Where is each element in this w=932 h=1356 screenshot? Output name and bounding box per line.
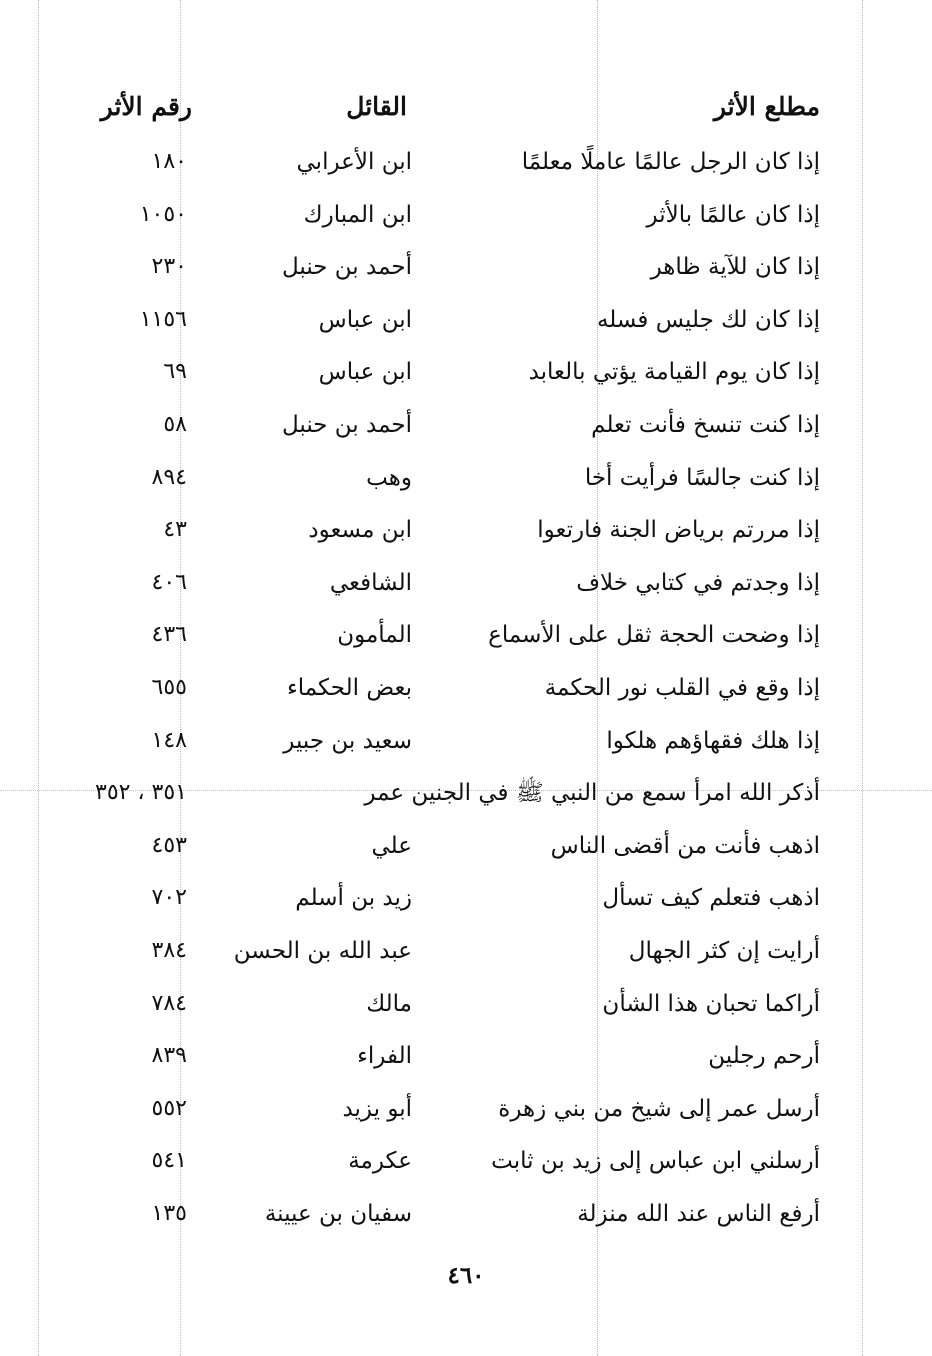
row-number: ٢٣٠ <box>151 254 187 280</box>
row-speaker: ابن عباس <box>318 306 412 333</box>
row-number: ٣٨٤ <box>151 937 187 963</box>
row-number: ٤٣ <box>163 517 187 543</box>
table-row <box>0 721 932 774</box>
header-number: رقم الأثر <box>100 92 192 121</box>
row-number: ١٨٠ <box>151 149 187 174</box>
row-speaker: وهب <box>366 464 412 491</box>
row-incipit: إذا كان للآية ظاهر <box>650 254 820 281</box>
row-number: ٨٣٩ <box>151 1043 187 1069</box>
table-row <box>0 300 932 353</box>
row-incipit: إذا كنت جالسًا فرأيت أخا <box>584 464 820 491</box>
row-incipit: إذا مررتم برياض الجنة فارتعوا <box>537 517 820 544</box>
row-incipit: إذا كان يوم القيامة يؤتي بالعابد <box>528 359 820 386</box>
row-number: ٦٥٥ <box>151 674 187 700</box>
row-speaker: أحمد بن حنبل <box>281 411 412 438</box>
row-number: ٣٥١ ، ٣٥٢ <box>95 780 187 806</box>
table-row <box>0 352 932 405</box>
row-speaker: أحمد بن حنبل <box>281 254 412 281</box>
table-row <box>0 931 932 984</box>
row-incipit: أرسلني ابن عباس إلى زيد بن ثابت <box>491 1148 820 1175</box>
row-number: ٥٤١ <box>151 1148 187 1174</box>
table-row <box>0 668 932 721</box>
row-number: ٥٨ <box>163 411 187 437</box>
row-incipit: إذا كان لك جليس فسله <box>596 306 820 333</box>
table-row <box>0 1036 932 1089</box>
header-speaker: القائل <box>346 92 407 121</box>
row-incipit: إذا وقع في القلب نور الحكمة <box>544 674 820 701</box>
row-speaker: الشافعي <box>329 569 412 596</box>
row-number: ٦٩ <box>163 359 187 385</box>
header-incipit: مطلع الأثر <box>713 92 820 121</box>
table-row <box>0 1141 932 1194</box>
row-speaker: مالك <box>366 990 412 1017</box>
table-row <box>0 1089 932 1142</box>
row-incipit: إذا كان عالمًا بالأثر <box>646 201 820 228</box>
row-number: ١٤٨ <box>151 727 187 753</box>
row-speaker: عبد الله بن الحسن <box>233 937 412 964</box>
row-number: ٧٨٤ <box>151 990 187 1016</box>
row-incipit: إذا هلك فقهاؤهم هلكوا <box>606 727 820 754</box>
page-number: ٤٦٠ <box>447 1262 485 1289</box>
table-row <box>0 510 932 563</box>
row-speaker: بعض الحكماء <box>286 674 412 701</box>
table-row <box>0 563 932 616</box>
table-row <box>0 405 932 458</box>
row-speaker: سعيد بن جبير <box>283 727 412 754</box>
row-speaker: أبو يزيد <box>342 1095 412 1122</box>
row-speaker: الفراء <box>357 1043 412 1070</box>
row-number: ٤٥٣ <box>151 832 187 858</box>
table-row <box>0 142 932 195</box>
table-row <box>0 458 932 511</box>
table-row <box>0 984 932 1037</box>
row-incipit: أرحم رجلين <box>708 1043 820 1070</box>
row-number: ١١٥٦ <box>139 306 187 332</box>
row-incipit: إذا وضحت الحجة ثقل على الأسماع <box>488 622 820 649</box>
row-speaker: ابن مسعود <box>308 517 412 544</box>
table-row <box>0 773 932 826</box>
row-speaker: سفيان بن عيينة <box>264 1200 412 1227</box>
row-incipit: إذا كنت تنسخ فأنت تعلم <box>591 411 820 438</box>
table-header <box>0 92 932 132</box>
row-number: ٤٣٦ <box>151 622 187 648</box>
row-number: ٥٥٢ <box>151 1095 187 1121</box>
row-number: ١٣٥ <box>151 1200 187 1226</box>
index-table <box>0 142 932 1246</box>
row-number: ١٠٥٠ <box>139 201 187 227</box>
row-speaker: ابن المبارك <box>303 201 412 228</box>
row-incipit: أذكر الله امرأ سمع من النبي ﷺ في الجنين عمر <box>364 780 820 807</box>
row-speaker: ابن عباس <box>318 359 412 386</box>
row-speaker: زيد بن أسلم <box>295 885 412 912</box>
row-number: ٨٩٤ <box>151 464 187 490</box>
row-incipit: أرايت إن كثر الجهال <box>628 937 820 964</box>
row-number: ٤٠٦ <box>151 569 187 595</box>
table-row <box>0 615 932 668</box>
row-incipit: إذا كان الرجل عالمًا عاملًا معلمًا <box>521 149 820 175</box>
row-speaker: ابن الأعرابي <box>296 149 412 175</box>
table-row <box>0 247 932 300</box>
row-incipit: أرسل عمر إلى شيخ من بني زهرة <box>498 1095 820 1122</box>
table-row <box>0 195 932 248</box>
table-row <box>0 878 932 931</box>
row-incipit: أرفع الناس عند الله منزلة <box>577 1200 820 1227</box>
table-row <box>0 826 932 879</box>
row-speaker: عكرمة <box>348 1148 412 1175</box>
row-speaker: علي <box>371 832 412 859</box>
row-incipit: اذهب فتعلم كيف تسأل <box>602 885 820 912</box>
row-speaker: المأمون <box>337 622 412 649</box>
table-row <box>0 1194 932 1247</box>
row-number: ٧٠٢ <box>151 885 187 911</box>
row-incipit: اذهب فأنت من أقضى الناس <box>550 832 820 859</box>
row-incipit: إذا وجدتم في كتابي خلاف <box>576 569 820 596</box>
row-incipit: أراكما تحبان هذا الشأن <box>602 990 820 1017</box>
